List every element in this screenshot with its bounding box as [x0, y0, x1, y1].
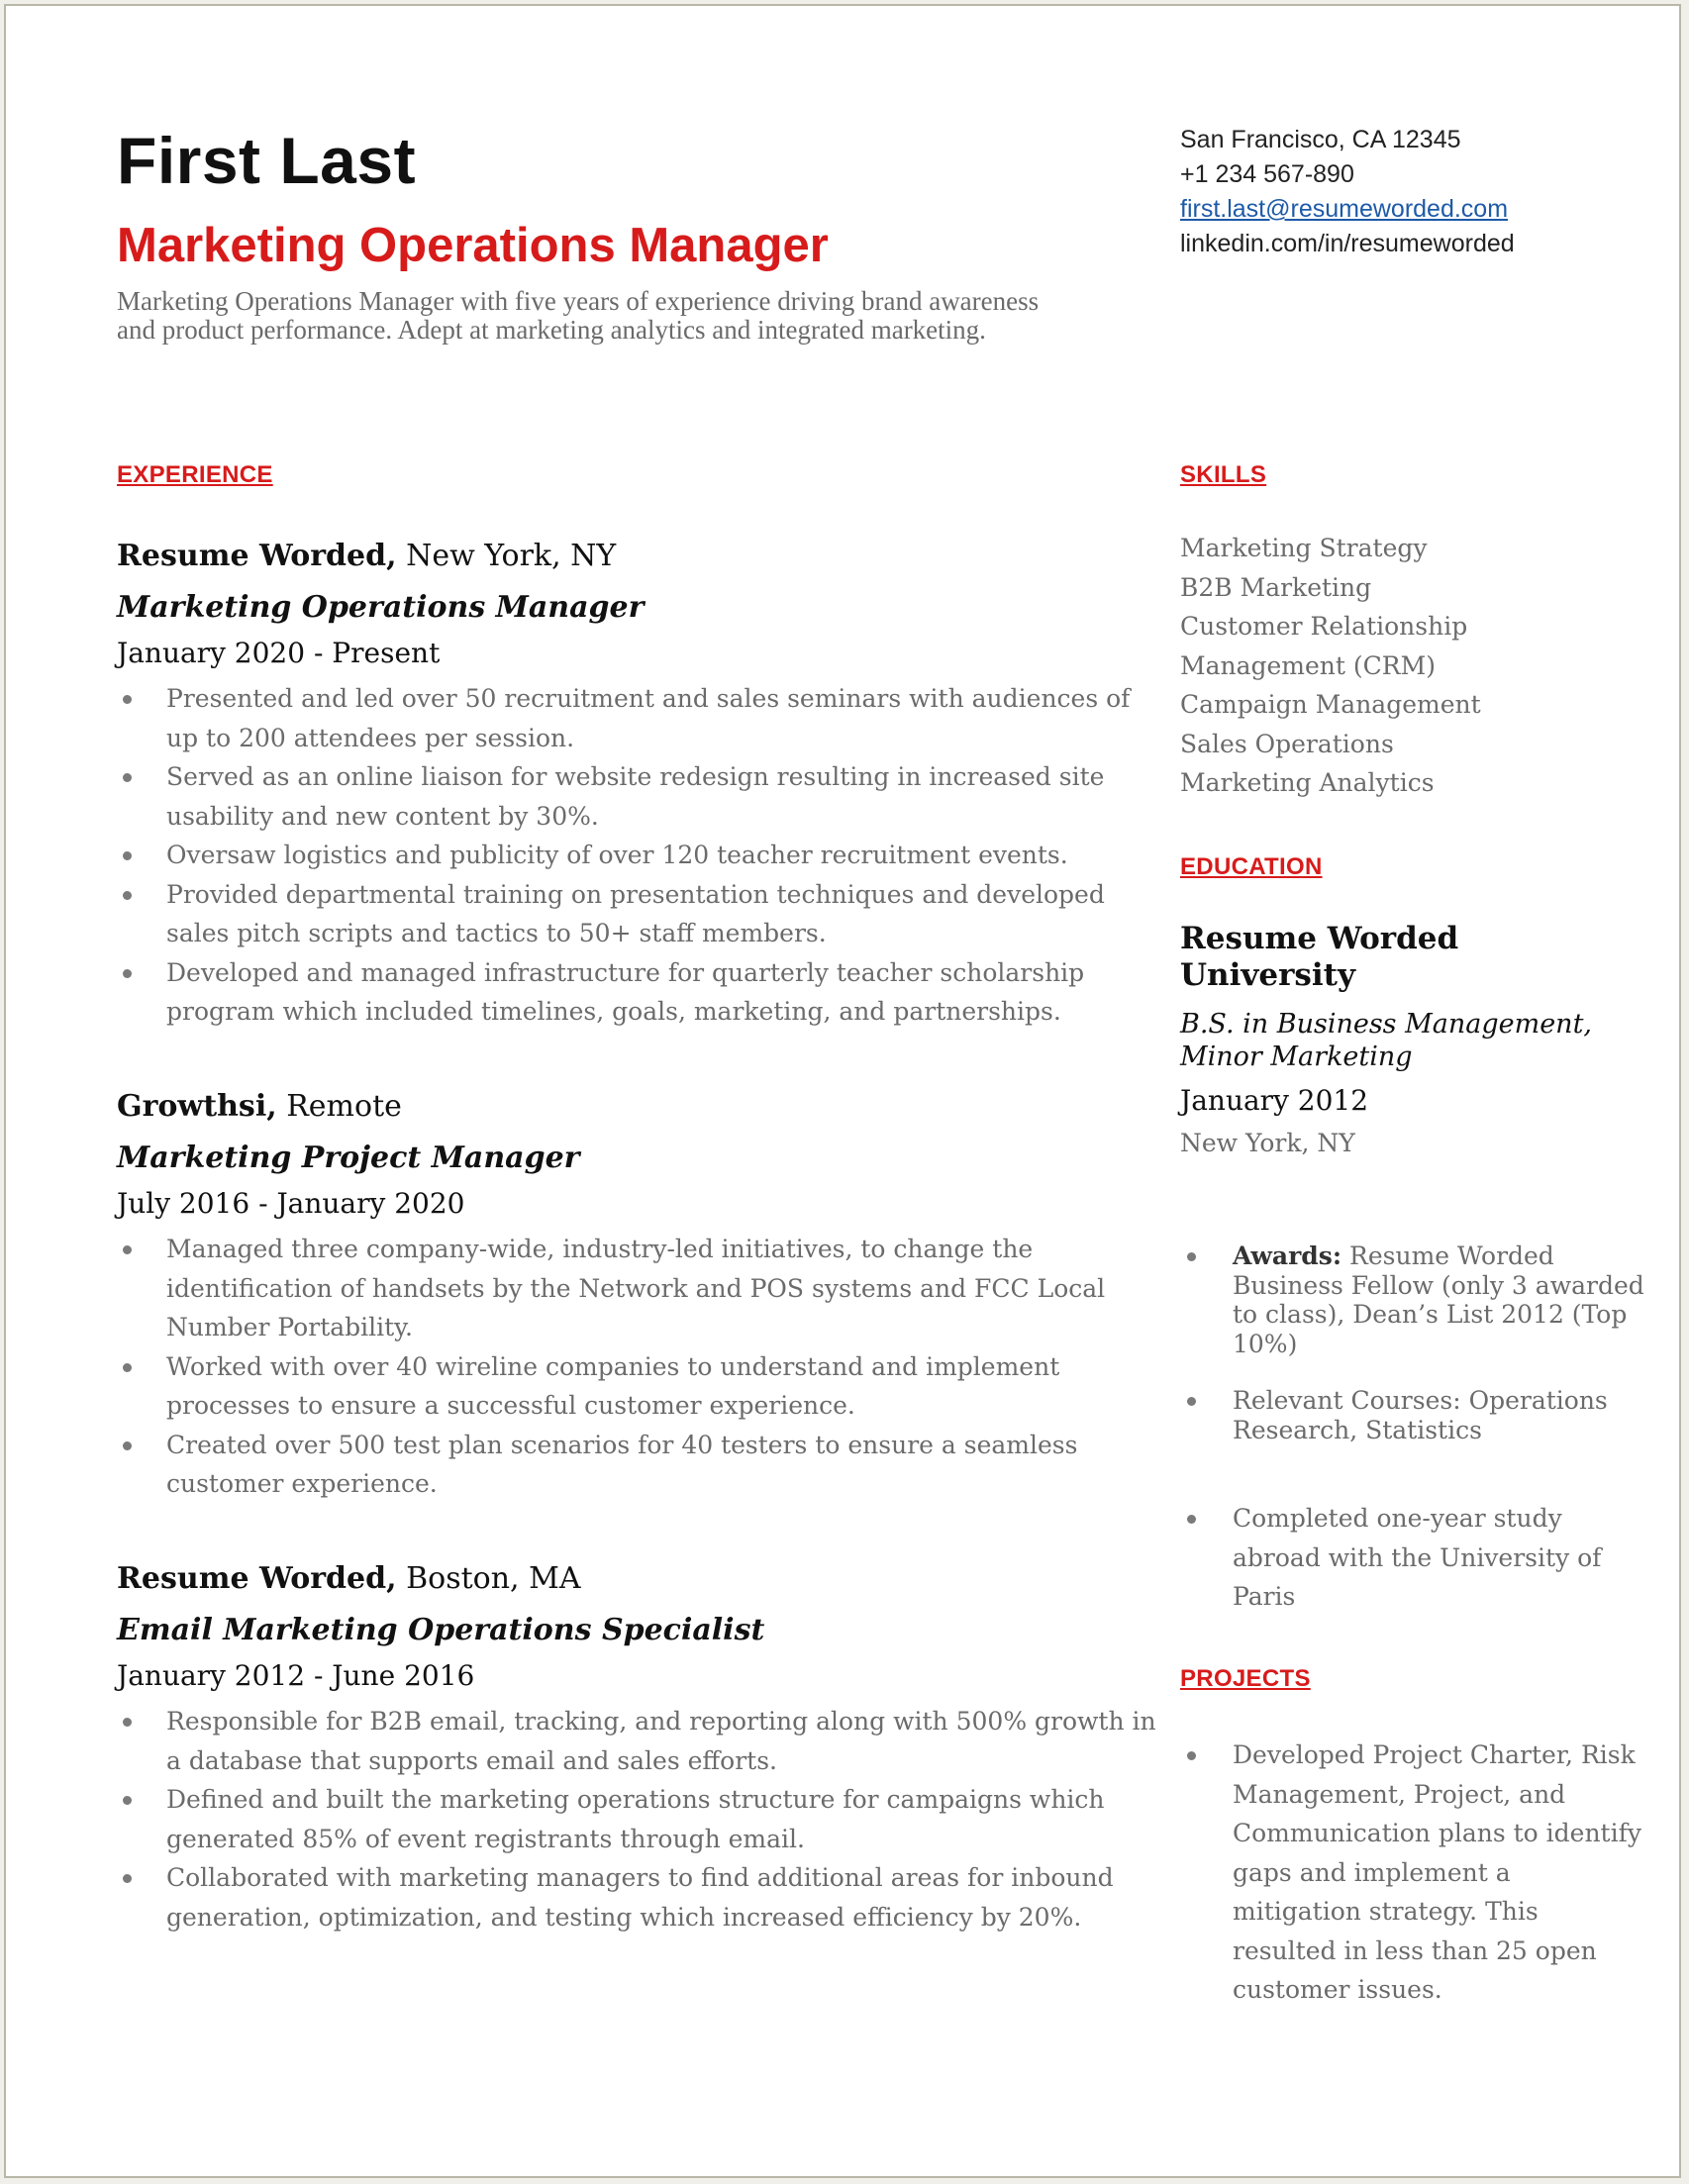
resume-page	[4, 4, 1681, 2178]
skill-item: Marketing Analytics	[1180, 768, 1435, 797]
job-company-line	[117, 1557, 1107, 1601]
job-entry	[117, 1085, 1107, 1504]
job-dates: January 2020 - Present	[117, 637, 441, 669]
job-bullets	[117, 1702, 1156, 1936]
job-location: New York, NY	[406, 539, 617, 573]
skill-item: B2B Marketing	[1180, 572, 1372, 602]
education-bullet: Relevant Courses: Operations Research, Statistics	[1180, 1386, 1645, 1444]
job-entry	[117, 1557, 1156, 1936]
job-dates: July 2016 - January 2020	[117, 1187, 465, 1220]
job-role: Marketing Project Manager	[117, 1141, 580, 1175]
job-bullet: Developed and managed infrastructure for quarterly teacher scholarship program which included timelines, goals, marketing, and partnerships.	[117, 953, 1166, 1032]
skill-item: Campaign Management	[1180, 690, 1481, 719]
summary: Marketing Operations Manager with five years of experience driving brand awareness and product performance. Adept at marketing analytics and integrated marketing.	[117, 286, 1040, 345]
education-bullets-extra	[1180, 1499, 1645, 1635]
job-role: Marketing Operations Manager	[117, 590, 645, 625]
skills-heading: SKILLS	[1180, 461, 1267, 488]
job-company-line	[117, 535, 1107, 578]
degree: B.S. in Business Management, Minor Marketing	[1180, 1009, 1593, 1072]
education-heading: EDUCATION	[1180, 853, 1323, 880]
bullet-dot-icon	[123, 1441, 132, 1450]
bullet-dot-icon	[123, 695, 132, 704]
job-bullet: Collaborated with marketing managers to find additional areas for inbound generation, optimization, and testing which increased efficiency by 20%.	[117, 1858, 1166, 1936]
bullet-dot-icon	[123, 891, 132, 900]
job-bullet: Defined and built the marketing operations structure for campaigns which generated 85% of event registrants through email.	[117, 1780, 1166, 1858]
job-bullet: Worked with over 40 wireline companies to understand and implement processes to ensure a successful customer experience.	[117, 1347, 1166, 1426]
education-bullets	[1180, 1241, 1645, 1472]
job-title: Marketing Operations Manager	[117, 219, 829, 272]
bullet-dot-icon	[123, 1363, 132, 1372]
awards-label: Awards:	[1233, 1241, 1342, 1270]
skill-item: Management (CRM)	[1180, 650, 1436, 680]
contact-block	[1180, 123, 1626, 261]
bullet-dot-icon	[123, 851, 132, 860]
skill-item: Marketing Strategy	[1180, 534, 1428, 562]
job-bullet: Managed three company-wide, industry-led initiatives, to change the identification of handsets by the Network and POS systems and FCC Local Number Portability.	[117, 1230, 1166, 1347]
bullet-dot-icon	[123, 1718, 132, 1727]
job-bullet: Presented and led over 50 recruitment and sales seminars with audiences of up to 200 attendees per session.	[117, 679, 1166, 757]
job-bullets	[117, 1230, 1107, 1504]
job-entry	[117, 535, 1131, 1032]
job-bullet: Created over 500 test plan scenarios for 40 testers to ensure a seamless customer experience.	[117, 1426, 1166, 1504]
job-company: Growthsi,	[117, 1089, 277, 1124]
job-dates: January 2012 - June 2016	[117, 1659, 475, 1692]
job-company: Resume Worded,	[117, 539, 397, 573]
skill-item: Customer Relationship	[1180, 612, 1468, 641]
job-bullet: Responsible for B2B email, tracking, and reporting along with 500% growth in a database that supports email and sales efforts.	[117, 1702, 1166, 1780]
bullet-dot-icon	[123, 1245, 132, 1254]
bullet-dot-icon	[1187, 1397, 1196, 1406]
bullet-dot-icon	[123, 773, 132, 782]
bullet-dot-icon	[1187, 1751, 1196, 1760]
bullet-dot-icon	[123, 1796, 132, 1805]
bullet-dot-icon	[1187, 1252, 1196, 1261]
education-entry	[1180, 921, 1636, 1160]
contact-linkedin: linkedin.com/in/resumeworded	[1180, 230, 1515, 257]
job-role: Email Marketing Operations Specialist	[117, 1613, 765, 1647]
job-bullet: Provided departmental training on presentation techniques and developed sales pitch scripts and tactics to 50+ staff members.	[117, 875, 1166, 953]
bullet-dot-icon	[123, 969, 132, 978]
candidate-name: First Last	[117, 124, 417, 197]
education-date: January 2012	[1180, 1084, 1369, 1117]
job-company: Resume Worded,	[117, 1561, 397, 1596]
job-bullet: Served as an online liaison for website redesign resulting in increased site usability and new content by 30%.	[117, 757, 1166, 836]
projects-heading: PROJECTS	[1180, 1665, 1311, 1692]
job-location: Remote	[286, 1089, 402, 1124]
skills-list	[1180, 529, 1636, 803]
school-name: Resume Worded University	[1180, 921, 1459, 993]
education-location: New York, NY	[1180, 1129, 1355, 1157]
contact-location: San Francisco, CA 12345	[1180, 126, 1461, 153]
job-location: Boston, MA	[406, 1561, 581, 1596]
projects-bullets	[1180, 1736, 1645, 2028]
job-bullets	[117, 679, 1131, 1032]
contact-phone: +1 234 567-890	[1180, 160, 1354, 188]
job-company-line	[117, 1085, 1107, 1129]
skill-item: Sales Operations	[1180, 729, 1394, 758]
experience-heading: EXPERIENCE	[117, 461, 273, 488]
project-bullet: Developed Project Charter, Risk Management, Project, and Communication plans to identify gaps and implement a mitigation strategy. This resulted in less than 25 open customer issues.	[1180, 1736, 1645, 2010]
education-bullet: Awards: Resume Worded Business Fellow (only 3 awarded to class), Dean’s List 2012 (Top 10%)	[1180, 1241, 1645, 1358]
bullet-dot-icon	[123, 1874, 132, 1883]
job-bullet: Oversaw logistics and publicity of over 120 teacher recruitment events.	[117, 836, 1166, 875]
education-bullet: Completed one-year study abroad with the University of Paris	[1180, 1499, 1645, 1617]
contact-email-link[interactable]: first.last@resumeworded.com	[1180, 195, 1509, 223]
bullet-dot-icon	[1187, 1515, 1196, 1524]
